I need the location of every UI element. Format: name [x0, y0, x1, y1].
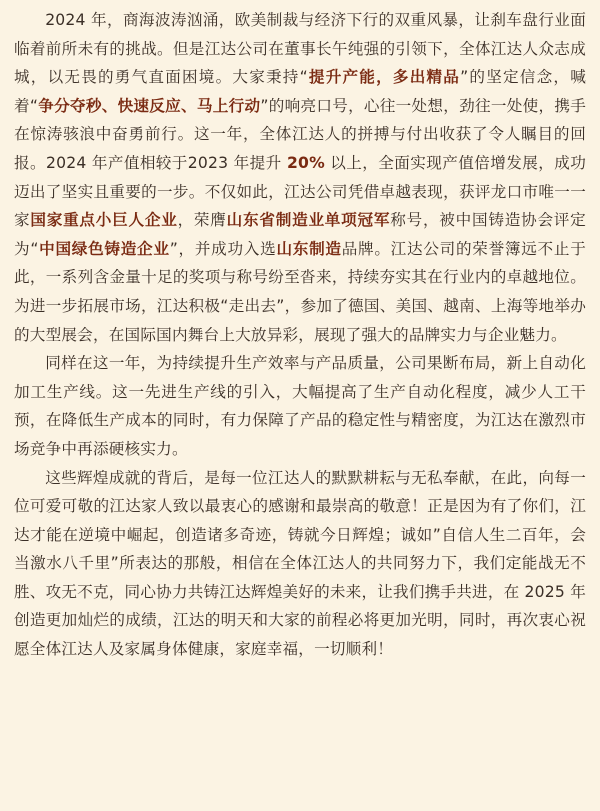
- text-run: 2024 年，商海波涛汹涌，欧美制裁与经济下行的双重风暴，让刹车盘行业面临着前所未有的挑战。但是江达公司在董事长午纯强的引领下，全体江达人众志成城，以无畏的勇气直面困境。大家秉持“: [14, 11, 586, 87]
- highlight-slogan-capacity: 提升产能，多出精品: [307, 68, 461, 87]
- text-run: 同样在这一年，为持续提升生产效率与产品质量，公司果断布局，新上自动化加工生产线。这一先进生产线的引入，大幅提高了生产自动化程度，减少人工干预，在降低生产成本的同时，有力保障了产品的稳定性与精密度，为江达在激烈市场竞争中再添硬核实力。: [14, 354, 586, 458]
- text-run: ，荣膺: [177, 211, 227, 230]
- highlight-honor-little-giant: 国家重点小巨人企业: [30, 211, 178, 230]
- text-run: 品牌。江达公司的荣誉簿远不止于此，一系列含金量十足的奖项与称号纷至沓来，持续夯实其在行业内的卓越地位。为进一步拓展市场，江达积极“走出去”，参加了德国、美国、越南、上海等地举办的大型展会，在国际国内舞台上大放异彩，展现了强大的品牌实力与企业魅力。: [14, 239, 586, 344]
- text-run: 这些辉煌成就的背后，是每一位江达人的默默耕耘与无私奉献，在此，向每一位可爱可敬的江达家人致以最衷心的感谢和最崇高的敬意！正是因为有了你们，江达才能在逆境中崛起，创造诸多奇迹，铸就今日辉煌；诚如”自信人生二百年，会当激水八千里”所表达的那般，相信在全体江达人的共同努力下，我们定能战无不胜、攻无不克，同心协力共铸江达辉煌美好的未来，让我们携手共进，在 2025 年创造更加灿烂的成绩，江达的明天和大家的前程必将更加光明，同时，再次衷心祝愿全体江达人及家属身体健康，家庭幸福，一切顺利！: [14, 468, 586, 659]
- text-run: ”的响亮口号，心往一处想，劲往一处使，携手在惊涛骇浪中奋勇前行。这一年，全体江达人的拼搏与付出收获了令人瞩目的回报。2024 年产值相较于2023 年提升: [14, 96, 586, 172]
- highlight-brand-shandong: 山东制造: [276, 239, 342, 258]
- text-run: 以上，全面实现产值倍增发展，成功迈出了坚实且重要的一步。不仅如此，江达公司凭借卓越表现，获评龙口市唯一一家: [14, 153, 587, 230]
- paragraph-automation: [14, 349, 586, 463]
- paragraph-gratitude: [14, 464, 586, 664]
- highlight-slogan-action: 争分夺秒、快速反应、马上行动: [38, 96, 261, 115]
- text-run: ”，并成功入选: [169, 239, 277, 258]
- paragraph-achievements: [14, 6, 586, 349]
- highlight-honor-champion: 山东省制造业单项冠军: [226, 211, 391, 230]
- text-run: 称号，被中国铸造协会评定为“: [14, 211, 586, 258]
- text-run: ”的坚定信念，喊着“: [14, 68, 586, 115]
- highlight-honor-green-casting: 中国绿色铸造企业: [38, 239, 170, 258]
- highlight-growth-percent: 20%: [287, 153, 325, 172]
